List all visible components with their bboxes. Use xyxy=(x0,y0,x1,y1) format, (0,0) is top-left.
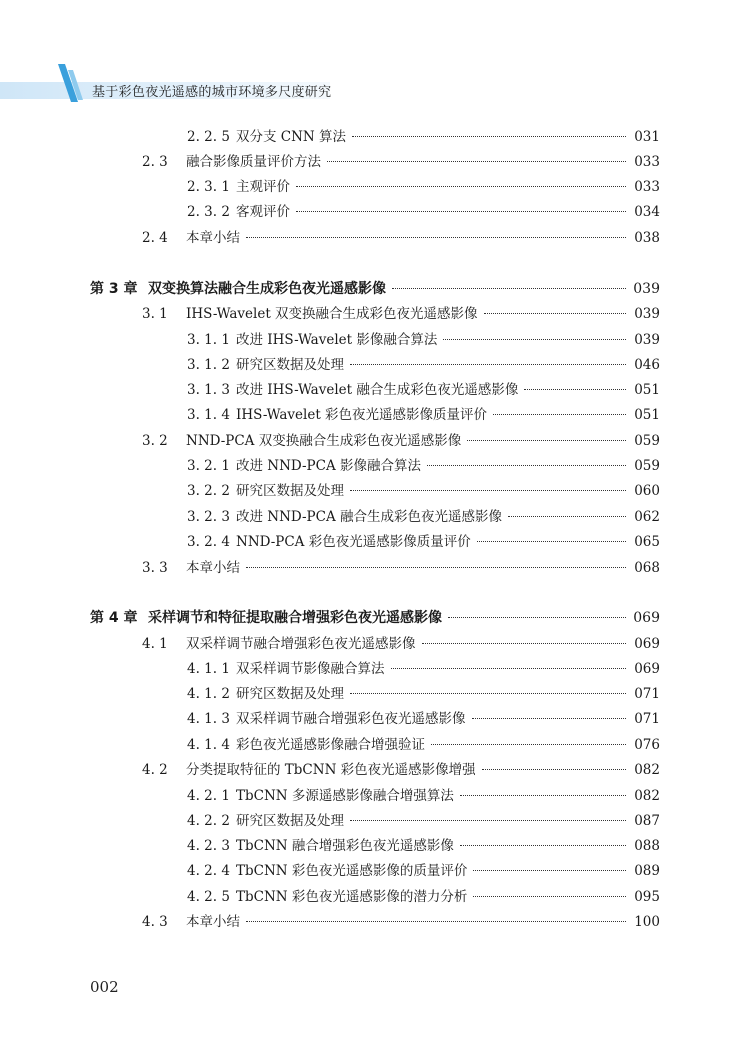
toc-leader-dots xyxy=(427,465,626,466)
toc-entry-page: 039 xyxy=(634,332,660,348)
running-header-title: 基于彩色夜光遥感的城市环境多尺度研究 xyxy=(92,85,332,100)
toc-entry-page: 059 xyxy=(634,433,660,449)
toc-entry-page: 046 xyxy=(634,357,660,373)
toc-leader-dots xyxy=(460,845,626,846)
toc-leader-dots xyxy=(296,186,626,187)
toc-entry[interactable] xyxy=(0,127,750,147)
toc-entry-title: 客观评价 xyxy=(236,204,290,220)
toc-entry-body xyxy=(186,152,660,172)
toc-entry-page: 087 xyxy=(634,813,660,829)
toc-entry-body xyxy=(236,786,660,806)
toc-entry[interactable] xyxy=(0,659,750,679)
page-number: 002 xyxy=(90,978,119,996)
toc-entry-body xyxy=(236,177,660,197)
toc-entry-title: TbCNN 融合增强彩色夜光遥感影像 xyxy=(236,838,454,854)
toc-entry-body xyxy=(236,507,660,527)
toc-entry[interactable] xyxy=(0,786,750,806)
toc-entry-body xyxy=(236,330,660,350)
toc-entry-title: TbCNN 多源遥感影像融合增强算法 xyxy=(236,788,454,804)
toc-entry-number: 3. 2. 4 xyxy=(187,534,230,550)
toc-entry-number: 3. 1. 1 xyxy=(187,332,230,348)
toc-entry-body xyxy=(236,355,660,375)
toc-entry-title: TbCNN 彩色夜光遥感影像的潜力分析 xyxy=(236,889,468,905)
toc-entry-body xyxy=(236,456,660,476)
toc-entry-page: 039 xyxy=(634,306,660,322)
toc-entry-body xyxy=(236,380,660,400)
toc-entry[interactable] xyxy=(0,431,750,451)
toc-entry-body xyxy=(236,861,660,881)
toc-entry-number: 4. 1. 1 xyxy=(187,661,230,677)
toc-entry-body xyxy=(236,202,660,222)
toc-entry-number: 3. 2 xyxy=(142,433,168,449)
toc-leader-dots xyxy=(350,820,626,821)
toc-leader-dots xyxy=(246,921,626,922)
toc-entry-title: IHS-Wavelet 双变换融合生成彩色夜光遥感影像 xyxy=(186,306,478,322)
toc-entry-page: 076 xyxy=(634,737,660,753)
toc-entry-page: 034 xyxy=(634,204,660,220)
toc-leader-dots xyxy=(473,896,626,897)
toc-entry-body xyxy=(236,481,660,501)
toc-entry[interactable] xyxy=(0,634,750,654)
toc-entry-number: 4. 2. 4 xyxy=(187,863,230,879)
toc-entry[interactable] xyxy=(0,456,750,476)
toc-entry-title: 本章小结 xyxy=(186,560,240,576)
toc-entry-title: NND-PCA 双变换融合生成彩色夜光遥感影像 xyxy=(186,433,462,449)
toc-entry-title: 本章小结 xyxy=(186,230,240,246)
toc-leader-dots xyxy=(472,718,627,719)
toc-entry-number: 2. 2. 5 xyxy=(187,129,230,145)
toc-entry-body xyxy=(236,405,660,425)
toc-entry-number: 4. 2 xyxy=(142,762,168,778)
toc-leader-dots xyxy=(493,414,626,415)
toc-entry-body xyxy=(148,608,660,628)
toc-entry-page: 071 xyxy=(634,711,660,727)
toc-leader-dots xyxy=(350,693,626,694)
toc-entry-number: 第 3 章 xyxy=(90,281,138,297)
toc-entry[interactable] xyxy=(0,177,750,197)
toc-leader-dots xyxy=(477,541,626,542)
toc-entry-body xyxy=(236,836,660,856)
toc-entry-page: 031 xyxy=(634,129,660,145)
toc-entry-title: 本章小结 xyxy=(186,914,240,930)
toc-entry[interactable] xyxy=(0,304,750,324)
toc-entry-body xyxy=(186,634,660,654)
toc-entry-number: 3. 2. 1 xyxy=(187,458,230,474)
toc-entry-number: 4. 1. 3 xyxy=(187,711,230,727)
toc-entry-page: 088 xyxy=(634,838,660,854)
toc-leader-dots xyxy=(484,313,626,314)
toc-entry[interactable] xyxy=(0,228,750,248)
toc-entry-title: IHS-Wavelet 彩色夜光遥感影像质量评价 xyxy=(236,407,488,423)
toc-entry-page: 095 xyxy=(634,889,660,905)
toc-entry-title: 融合影像质量评价方法 xyxy=(186,154,321,170)
toc-leader-dots xyxy=(482,769,626,770)
toc-chapter-entry[interactable] xyxy=(0,608,750,628)
toc-entry-page: 069 xyxy=(634,661,660,677)
toc-entry-number: 2. 3. 2 xyxy=(187,204,230,220)
toc-entry-page: 060 xyxy=(634,483,660,499)
toc-entry-body xyxy=(186,304,660,324)
toc-leader-dots xyxy=(350,490,626,491)
toc-entry-page: 051 xyxy=(634,407,660,423)
toc-entry-number: 3. 1 xyxy=(142,306,168,322)
toc-leader-dots xyxy=(460,795,626,796)
toc-entry-title: 主观评价 xyxy=(236,179,290,195)
toc-entry-body xyxy=(236,887,660,907)
toc-entry-body xyxy=(236,811,660,831)
toc-entry[interactable] xyxy=(0,735,750,755)
toc-entry-title: 研究区数据及处理 xyxy=(236,813,344,829)
toc-entry-body xyxy=(236,735,660,755)
toc-entry-page: 065 xyxy=(634,534,660,550)
toc-entry-body xyxy=(186,228,660,248)
toc-entry-body xyxy=(186,558,660,578)
toc-entry-page: 051 xyxy=(634,382,660,398)
toc-leader-dots xyxy=(508,516,626,517)
toc-entry-number: 4. 1 xyxy=(142,636,168,652)
toc-entry[interactable] xyxy=(0,887,750,907)
toc-entry-number: 3. 2. 3 xyxy=(187,509,230,525)
toc-leader-dots xyxy=(327,161,626,162)
toc-entry-page: 082 xyxy=(634,762,660,778)
toc-entry-body xyxy=(186,760,660,780)
toc-entry-page: 069 xyxy=(634,636,660,652)
toc-entry-title: TbCNN 彩色夜光遥感影像的质量评价 xyxy=(236,863,468,879)
toc-entry-body xyxy=(236,532,660,552)
toc-entry-title: 双变换算法融合生成彩色夜光遥感影像 xyxy=(148,281,386,297)
toc-entry-number: 4. 2. 5 xyxy=(187,889,230,905)
toc-entry-number: 3. 3 xyxy=(142,560,168,576)
toc-entry[interactable] xyxy=(0,380,750,400)
toc-entry-title: 双采样调节影像融合算法 xyxy=(236,661,385,677)
toc-entry[interactable] xyxy=(0,481,750,501)
toc-leader-dots xyxy=(448,617,626,618)
toc-entry-body xyxy=(236,684,660,704)
toc-entry[interactable] xyxy=(0,507,750,527)
toc-entry-title: 改进 IHS-Wavelet 融合生成彩色夜光遥感影像 xyxy=(236,382,519,398)
toc-entry-title: 研究区数据及处理 xyxy=(236,483,344,499)
toc-entry-number: 4. 2. 3 xyxy=(187,838,230,854)
toc-entry[interactable] xyxy=(0,684,750,704)
toc-entry-number: 4. 2. 2 xyxy=(187,813,230,829)
toc-entry[interactable] xyxy=(0,330,750,350)
toc-entry-title: 研究区数据及处理 xyxy=(236,686,344,702)
toc-entry-title: 双分支 CNN 算法 xyxy=(236,129,347,145)
toc-entry[interactable] xyxy=(0,532,750,552)
toc-entry-title: 改进 NND-PCA 影像融合算法 xyxy=(236,458,422,474)
toc-entry-number: 4. 1. 4 xyxy=(187,737,230,753)
toc-entry-page: 089 xyxy=(634,863,660,879)
toc-entry-title: 采样调节和特征提取融合增强彩色夜光遥感影像 xyxy=(148,610,442,626)
toc-leader-dots xyxy=(431,744,626,745)
toc-entry-page: 068 xyxy=(634,560,660,576)
toc-leader-dots xyxy=(392,288,626,289)
toc-entry-page: 033 xyxy=(634,179,660,195)
toc-entry-number: 2. 3 xyxy=(142,154,168,170)
toc-entry-number: 3. 1. 2 xyxy=(187,357,230,373)
toc-entry-page: 038 xyxy=(634,230,660,246)
toc-entry-page: 062 xyxy=(634,509,660,525)
toc-entry[interactable] xyxy=(0,861,750,881)
toc-entry-number: 2. 3. 1 xyxy=(187,179,230,195)
toc-entry[interactable] xyxy=(0,405,750,425)
toc-entry-title: 改进 IHS-Wavelet 影像融合算法 xyxy=(236,332,438,348)
toc-entry-number: 4. 3 xyxy=(142,914,168,930)
toc-entry[interactable] xyxy=(0,760,750,780)
toc-entry-number: 3. 1. 3 xyxy=(187,382,230,398)
toc-entry-title: 研究区数据及处理 xyxy=(236,357,344,373)
toc-entry-body xyxy=(236,659,660,679)
toc-entry-title: 彩色夜光遥感影像融合增强验证 xyxy=(236,737,425,753)
toc-entry-number: 第 4 章 xyxy=(90,610,138,626)
toc-entry[interactable] xyxy=(0,836,750,856)
toc-leader-dots xyxy=(296,211,626,212)
toc-leader-dots xyxy=(350,364,626,365)
toc-leader-dots xyxy=(524,389,626,390)
toc-leader-dots xyxy=(467,440,626,441)
toc-entry[interactable] xyxy=(0,558,750,578)
toc-entry-title: 分类提取特征的 TbCNN 彩色夜光遥感影像增强 xyxy=(186,762,476,778)
toc-leader-dots xyxy=(473,870,626,871)
toc-leader-dots xyxy=(391,668,627,669)
toc-entry[interactable] xyxy=(0,811,750,831)
toc-entry-body xyxy=(186,431,660,451)
toc-leader-dots xyxy=(422,643,627,644)
toc-entry[interactable] xyxy=(0,202,750,222)
toc-entry-body xyxy=(236,127,660,147)
toc-entry[interactable] xyxy=(0,709,750,729)
toc-entry-number: 2. 4 xyxy=(142,230,168,246)
toc-leader-dots xyxy=(443,339,626,340)
toc-entry-body xyxy=(148,279,660,299)
toc-entry-page: 039 xyxy=(633,281,660,297)
toc-entry-title: 改进 NND-PCA 融合生成彩色夜光遥感影像 xyxy=(236,509,503,525)
toc-entry-body xyxy=(236,709,660,729)
toc-entry-number: 4. 2. 1 xyxy=(187,788,230,804)
toc-leader-dots xyxy=(246,237,626,238)
toc-entry-title: NND-PCA 彩色夜光遥感影像质量评价 xyxy=(236,534,471,550)
toc-entry-body xyxy=(186,912,660,932)
toc-entry-title: 双采样调节融合增强彩色夜光遥感影像 xyxy=(186,636,416,652)
toc-entry[interactable] xyxy=(0,355,750,375)
toc-entry-number: 3. 2. 2 xyxy=(187,483,230,499)
toc-entry-page: 082 xyxy=(634,788,660,804)
toc-entry-title: 双采样调节融合增强彩色夜光遥感影像 xyxy=(236,711,466,727)
toc-entry-page: 069 xyxy=(633,610,660,626)
toc-entry[interactable] xyxy=(0,912,750,932)
toc-entry[interactable] xyxy=(0,152,750,172)
toc-entry-number: 3. 1. 4 xyxy=(187,407,230,423)
toc-leader-dots xyxy=(246,567,626,568)
toc-chapter-entry[interactable] xyxy=(0,279,750,299)
toc-entry-page: 100 xyxy=(634,914,660,930)
toc-leader-dots xyxy=(352,136,626,137)
toc-entry-page: 033 xyxy=(634,154,660,170)
toc-entry-page: 071 xyxy=(634,686,660,702)
toc-entry-number: 4. 1. 2 xyxy=(187,686,230,702)
toc-entry-page: 059 xyxy=(634,458,660,474)
